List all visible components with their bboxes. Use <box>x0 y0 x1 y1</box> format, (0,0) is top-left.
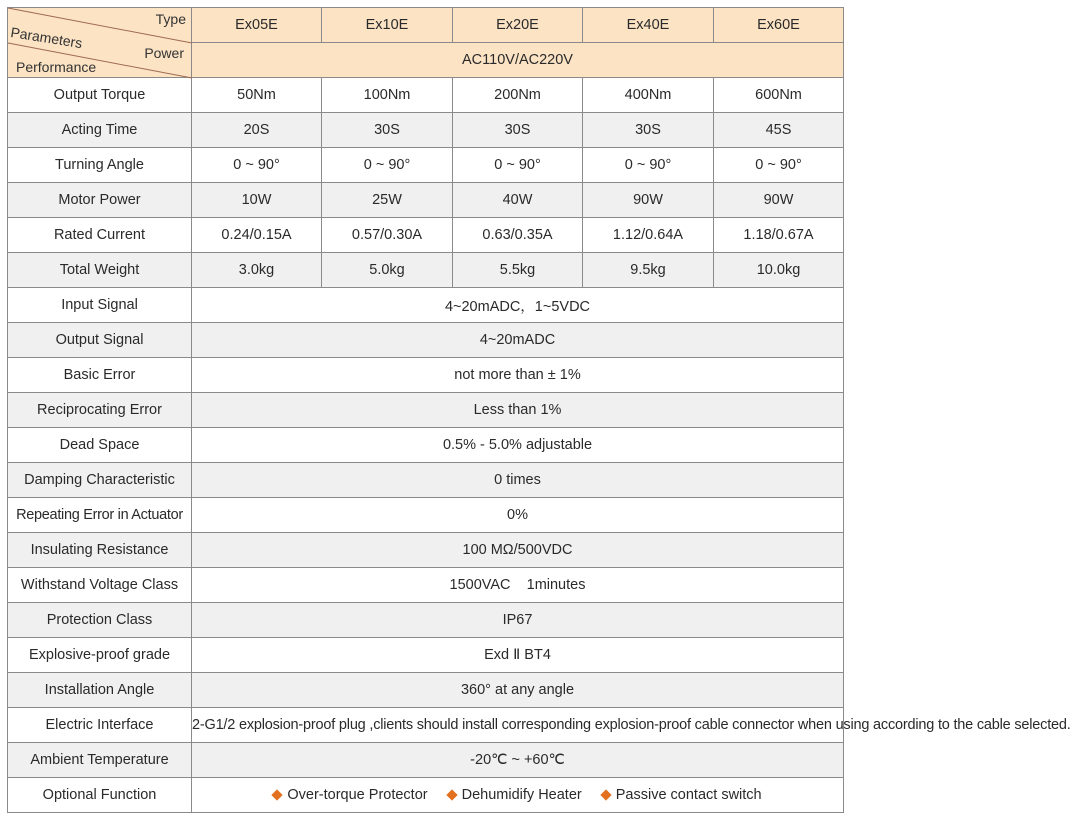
cell-value-spanning: Less than 1% <box>192 393 844 428</box>
cell-value: 0 ~ 90° <box>583 148 714 183</box>
cell-value: 30S <box>583 113 714 148</box>
cell-value: 200Nm <box>453 78 583 113</box>
cell-value: 0.63/0.35A <box>453 218 583 253</box>
table-row <box>8 358 844 393</box>
model-header-ex60e: Ex60E <box>714 8 844 43</box>
table-row <box>8 78 844 113</box>
model-header-ex40e: Ex40E <box>583 8 714 43</box>
cell-value: 10W <box>192 183 322 218</box>
row-label: Reciprocating Error <box>8 393 192 428</box>
cell-value-spanning: 4~20mADC <box>192 323 844 358</box>
optional-item <box>448 787 582 803</box>
cell-value: 400Nm <box>583 78 714 113</box>
cell-value-spanning: 0 times <box>192 463 844 498</box>
table-row <box>8 638 844 673</box>
row-label: Turning Angle <box>8 148 192 183</box>
cell-value-spanning: 4~20mADC，1~5VDC <box>192 288 844 323</box>
cell-value: 45S <box>714 113 844 148</box>
row-label: Repeating Error in Actuator <box>8 498 192 533</box>
table-row <box>8 673 844 708</box>
cell-value: 90W <box>583 183 714 218</box>
table-row <box>8 743 844 778</box>
cell-value: 0.57/0.30A <box>322 218 453 253</box>
table-row <box>8 288 844 323</box>
header-corner-cell <box>8 8 192 78</box>
row-label: Protection Class <box>8 603 192 638</box>
header-row-models <box>8 8 844 43</box>
cell-value: 30S <box>322 113 453 148</box>
row-label: Insulating Resistance <box>8 533 192 568</box>
optional-function-list <box>192 778 844 813</box>
cell-value-spanning: 100 MΩ/500VDC <box>192 533 844 568</box>
power-value: AC110V/AC220V <box>192 43 844 78</box>
cell-value: 50Nm <box>192 78 322 113</box>
cell-value: 30S <box>453 113 583 148</box>
optional-item-label: Passive contact switch <box>615 787 762 803</box>
spec-table-wrapper <box>7 7 1071 813</box>
cell-value: 5.5kg <box>453 253 583 288</box>
table-row <box>8 568 844 603</box>
row-label: Rated Current <box>8 218 192 253</box>
row-label: Motor Power <box>8 183 192 218</box>
diamond-bullet-icon <box>600 789 611 800</box>
row-label: Output Torque <box>8 78 192 113</box>
row-label: Damping Characteristic <box>8 463 192 498</box>
model-header-ex05e: Ex05E <box>192 8 322 43</box>
row-label: Optional Function <box>8 778 192 813</box>
cell-value: 5.0kg <box>322 253 453 288</box>
cell-value-spanning: 1500VAC 1minutes <box>192 568 844 603</box>
row-label: Installation Angle <box>8 673 192 708</box>
table-row <box>8 148 844 183</box>
cell-value: 0 ~ 90° <box>192 148 322 183</box>
cell-value: 600Nm <box>714 78 844 113</box>
cell-value-spanning: -20℃ ~ +60℃ <box>192 743 844 778</box>
table-row <box>8 533 844 568</box>
corner-label-type: Type <box>155 11 186 27</box>
diamond-bullet-icon <box>446 789 457 800</box>
table-row <box>8 603 844 638</box>
cell-value-spanning: 360° at any angle <box>192 673 844 708</box>
cell-value: 3.0kg <box>192 253 322 288</box>
optional-item <box>602 787 762 803</box>
cell-value-spanning: 2-G1/2 explosion-proof plug ,clients should install corresponding explosion-proof cable connector when using according to the cable selected. <box>192 708 844 743</box>
table-row <box>8 323 844 358</box>
row-label: Ambient Temperature <box>8 743 192 778</box>
cell-value: 1.12/0.64A <box>583 218 714 253</box>
table-row <box>8 393 844 428</box>
cell-value: 0 ~ 90° <box>322 148 453 183</box>
cell-value: 0 ~ 90° <box>453 148 583 183</box>
cell-value: 20S <box>192 113 322 148</box>
row-label: Total Weight <box>8 253 192 288</box>
cell-value: 40W <box>453 183 583 218</box>
row-label: Input Signal <box>8 288 192 323</box>
cell-value-spanning: IP67 <box>192 603 844 638</box>
cell-value: 10.0kg <box>714 253 844 288</box>
corner-label-performance: Performance <box>16 59 97 75</box>
row-label: Withstand Voltage Class <box>8 568 192 603</box>
specification-table <box>7 7 1071 813</box>
table-row <box>8 708 844 743</box>
cell-value-spanning: not more than ± 1% <box>192 358 844 393</box>
cell-value-spanning: 0.5% - 5.0% adjustable <box>192 428 844 463</box>
cell-value: 1.18/0.67A <box>714 218 844 253</box>
diamond-bullet-icon <box>272 789 283 800</box>
cell-value: 25W <box>322 183 453 218</box>
table-row <box>8 183 844 218</box>
table-row <box>8 498 844 533</box>
corner-label-power: Power <box>144 45 184 61</box>
table-row-optional <box>8 778 844 813</box>
cell-value-spanning: 0% <box>192 498 844 533</box>
model-header-ex20e: Ex20E <box>453 8 583 43</box>
table-row <box>8 463 844 498</box>
optional-item <box>273 787 427 803</box>
cell-value: 90W <box>714 183 844 218</box>
cell-value-spanning: Exd Ⅱ BT4 <box>192 638 844 673</box>
cell-value: 0.24/0.15A <box>192 218 322 253</box>
row-label: Acting Time <box>8 113 192 148</box>
table-row <box>8 218 844 253</box>
optional-item-label: Dehumidify Heater <box>461 787 582 803</box>
row-label: Explosive-proof grade <box>8 638 192 673</box>
cell-value: 0 ~ 90° <box>714 148 844 183</box>
corner-label-parameters: Parameters <box>9 24 84 52</box>
model-header-ex10e: Ex10E <box>322 8 453 43</box>
row-label: Output Signal <box>8 323 192 358</box>
cell-value: 9.5kg <box>583 253 714 288</box>
table-row <box>8 428 844 463</box>
row-label: Dead Space <box>8 428 192 463</box>
row-label: Basic Error <box>8 358 192 393</box>
table-row <box>8 253 844 288</box>
row-label: Electric Interface <box>8 708 192 743</box>
table-row <box>8 113 844 148</box>
cell-value: 100Nm <box>322 78 453 113</box>
optional-item-label: Over-torque Protector <box>287 787 428 803</box>
